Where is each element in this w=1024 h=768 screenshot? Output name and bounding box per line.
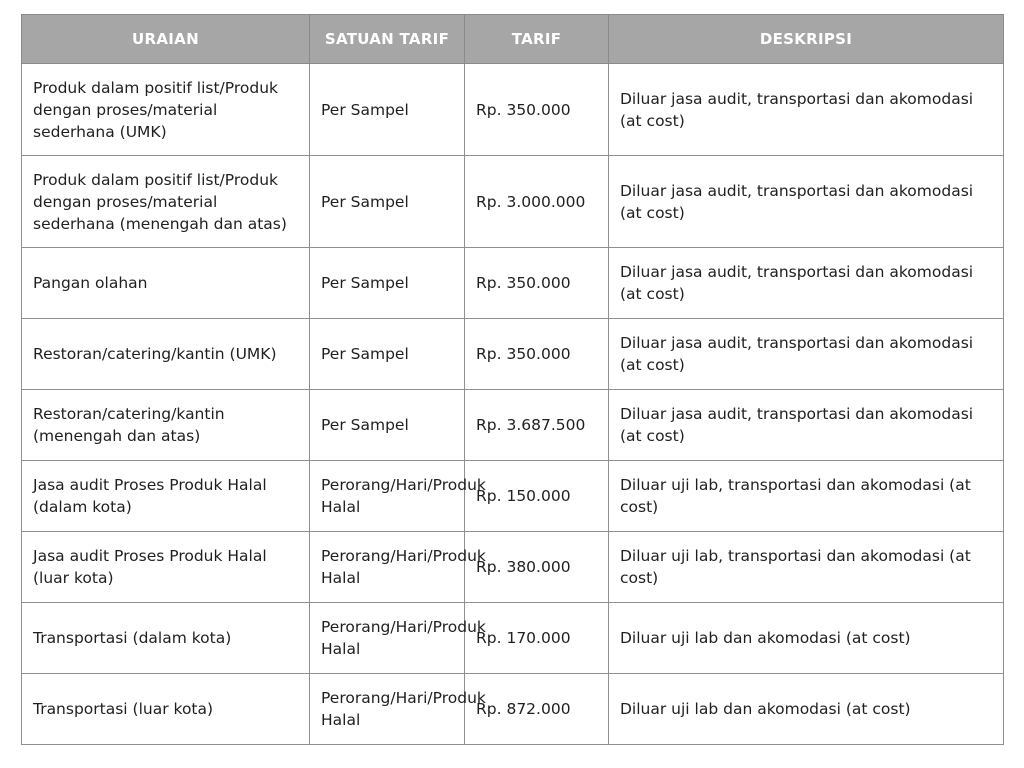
cell-satuan-tarif: Per Sampel [310,248,465,319]
cell-tarif: Rp. 3.687.500 [465,390,609,461]
cell-satuan-tarif: Perorang/Hari/Produk Halal [310,532,465,603]
cell-tarif: Rp. 150.000 [465,461,609,532]
table-row [22,248,1004,319]
cell-tarif: Rp. 350.000 [465,248,609,319]
cell-uraian: Transportasi (dalam kota) [22,603,310,674]
cell-tarif: Rp. 3.000.000 [465,156,609,248]
table-row [22,390,1004,461]
cell-tarif: Rp. 872.000 [465,674,609,745]
table-header [22,15,1004,64]
header-deskripsi: DESKRIPSI [609,15,1004,64]
cell-uraian: Restoran/catering/kantin (UMK) [22,319,310,390]
cell-satuan-tarif: Perorang/Hari/Produk Halal [310,603,465,674]
table-row [22,64,1004,156]
cell-deskripsi: Diluar uji lab dan akomodasi (at cost) [609,674,1004,745]
tariff-table-container [21,14,1003,745]
table-row [22,461,1004,532]
cell-tarif: Rp. 350.000 [465,64,609,156]
cell-tarif: Rp. 350.000 [465,319,609,390]
cell-satuan-tarif: Per Sampel [310,64,465,156]
header-row [22,15,1004,64]
cell-satuan-tarif: Per Sampel [310,390,465,461]
cell-uraian: Produk dalam positif list/Produk dengan proses/material sederhana (menengah dan atas) [22,156,310,248]
cell-satuan-tarif: Per Sampel [310,156,465,248]
cell-satuan-tarif: Perorang/Hari/Produk Halal [310,461,465,532]
tariff-table [21,14,1004,745]
table-row [22,156,1004,248]
header-uraian: URAIAN [22,15,310,64]
table-row [22,319,1004,390]
cell-uraian: Jasa audit Proses Produk Halal (luar kota) [22,532,310,603]
cell-deskripsi: Diluar jasa audit, transportasi dan akomodasi (at cost) [609,248,1004,319]
cell-deskripsi: Diluar jasa audit, transportasi dan akomodasi (at cost) [609,390,1004,461]
cell-uraian: Produk dalam positif list/Produk dengan proses/material sederhana (UMK) [22,64,310,156]
cell-deskripsi: Diluar uji lab dan akomodasi (at cost) [609,603,1004,674]
cell-deskripsi: Diluar jasa audit, transportasi dan akomodasi (at cost) [609,156,1004,248]
cell-deskripsi: Diluar jasa audit, transportasi dan akomodasi (at cost) [609,64,1004,156]
cell-deskripsi: Diluar jasa audit, transportasi dan akomodasi (at cost) [609,319,1004,390]
cell-deskripsi: Diluar uji lab, transportasi dan akomodasi (at cost) [609,461,1004,532]
header-tarif: TARIF [465,15,609,64]
cell-satuan-tarif: Per Sampel [310,319,465,390]
cell-deskripsi: Diluar uji lab, transportasi dan akomodasi (at cost) [609,532,1004,603]
table-row [22,532,1004,603]
header-satuan-tarif: SATUAN TARIF [310,15,465,64]
cell-tarif: Rp. 380.000 [465,532,609,603]
cell-uraian: Pangan olahan [22,248,310,319]
cell-uraian: Jasa audit Proses Produk Halal (dalam kota) [22,461,310,532]
table-body [22,64,1004,745]
table-row [22,674,1004,745]
cell-tarif: Rp. 170.000 [465,603,609,674]
table-row [22,603,1004,674]
cell-satuan-tarif: Perorang/Hari/Produk Halal [310,674,465,745]
cell-uraian: Restoran/catering/kantin (menengah dan atas) [22,390,310,461]
cell-uraian: Transportasi (luar kota) [22,674,310,745]
